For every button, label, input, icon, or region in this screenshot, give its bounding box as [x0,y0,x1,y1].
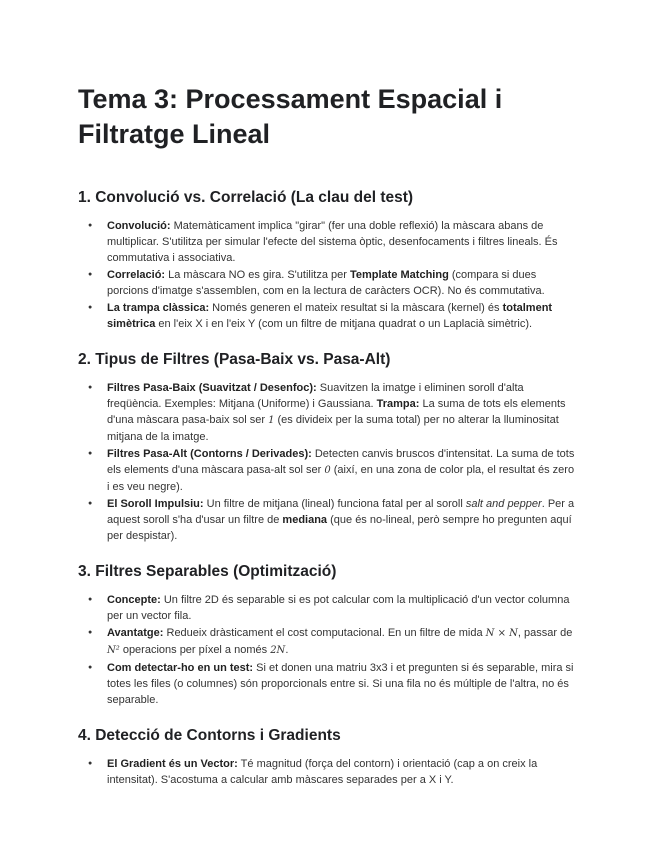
math-expression: 1 [268,415,275,426]
item-text: (així, en una zona de color pla, el resultat és zero i es veu negre). [107,464,575,493]
bullet-list [78,380,578,544]
math-expression: N × N [485,628,518,639]
item-text: . Per a aquest soroll s'ha d'usar un filtre de [107,498,575,526]
item-text: Té magnitud (força del contorn) i orientació (cap a on creix la intensitat). S'acostuma a calcular amb màscares separades per a X i Y. [107,758,538,786]
item-text: . [285,644,289,656]
list-item [107,267,578,299]
section-separable-filters [78,562,578,708]
item-emphasis: Template Matching [349,269,449,281]
list-item [107,218,578,266]
item-label: La trampa clàssica: [107,302,210,314]
math-expression: 2N [270,645,286,656]
item-text: Només generen el mateix resultat si la màscara (kernel) és [209,302,503,314]
item-text: Un filtre de mitjana (lineal) funciona fatal per al soroll [203,498,466,510]
list-item [107,380,578,445]
document-page [78,82,578,806]
bullet-list [78,756,578,788]
math-expression: N² [107,645,120,656]
section-heading: 1. Convolució vs. Correlació (La clau del test) [78,189,414,206]
list-item [107,660,578,708]
section-heading: 2. Tipus de Filtres (Pasa-Baix vs. Pasa-Alt) [78,351,391,368]
item-text: , passar de [517,627,573,639]
item-text: Suavitzen la imatge i eliminen soroll d'alta freqüència. Exemples: Mitjana (Uniforme) i Gaussiana. [107,382,524,410]
item-text: Redueix dràsticament el cost computacional. En un filtre de mida [163,627,486,639]
item-text: (que és no-lineal, però sempre ho pregunten aquí per despistar). [107,514,572,542]
list-item [107,756,578,788]
item-label: El Soroll Impulsiu: [107,498,204,510]
section-heading: 4. Detecció de Contorns i Gradients [78,727,341,744]
item-emphasis: mediana [282,514,328,526]
item-text: Detecten canvis bruscos d'intensitat. La suma de tots els elements d'una màscara pasa-alt sol ser [107,448,575,476]
item-label: Avantatge: [107,627,164,639]
item-text: (compara si dues porcions d'imatge s'assemblen, com en la lectura de caràcters OCR). No és commutativa. [107,269,545,297]
item-emphasis: totalment simètrica [107,302,553,330]
item-text: (es divideix per la suma total) per no alterar la lluminositat mitjana de la imatge. [107,414,559,443]
section-convolution [78,188,578,332]
item-text: en l'eix X i en l'eix Y (com un filtre de mitjana quadrat o un Laplacià simètric). [155,318,533,330]
item-label: Concepte: [107,594,161,606]
list-item [107,300,578,332]
list-item [107,496,578,544]
item-label: Com detectar-ho en un test: [107,662,254,674]
item-label: El Gradient és un Vector: [107,758,238,770]
item-emphasis: Trampa: [376,398,420,410]
item-text: La suma de tots els elements d'una màscara pasa-baix sol ser [107,398,566,426]
section-edge-detection [78,726,578,788]
section-filter-types [78,350,578,544]
section-heading: 3. Filtres Separables (Optimització) [78,563,337,580]
document-title: Tema 3: Processament Espacial i Filtratge Lineal [78,84,503,149]
item-text: Si et donen una matriu 3x3 i et pregunten si és separable, mira si totes les files (o columnes) són proporcionals entre si. Si una fila no és múltiple de l'altra, no és separable. [107,662,574,706]
item-text: La màscara NO es gira. S'utilitza per [165,269,350,281]
list-item [107,446,578,495]
item-text: Matemàticament implica "girar" (fer una doble reflexió) la màscara abans de multiplicar. S'utilitza per simular l'efecte del sistema òptic, desenfocaments i filtres lineals. És commutativa i associativa. [107,220,558,264]
item-text: Un filtre 2D és separable si es pot calcular com la multiplicació d'un vector columna per un vector fila. [107,594,570,622]
bullet-list [78,218,578,332]
math-expression: 0 [324,465,331,476]
bullet-list [78,592,578,708]
item-label: Filtres Pasa-Baix (Suavitzat / Desenfoc): [107,382,317,394]
item-label: Filtres Pasa-Alt (Contorns / Derivades): [107,448,312,460]
item-text: operacions per píxel a només [119,644,271,656]
item-italic: salt and pepper [465,498,542,510]
list-item [107,625,578,659]
item-label: Correlació: [107,269,166,281]
item-label: Convolució: [107,220,171,232]
list-item [107,592,578,624]
